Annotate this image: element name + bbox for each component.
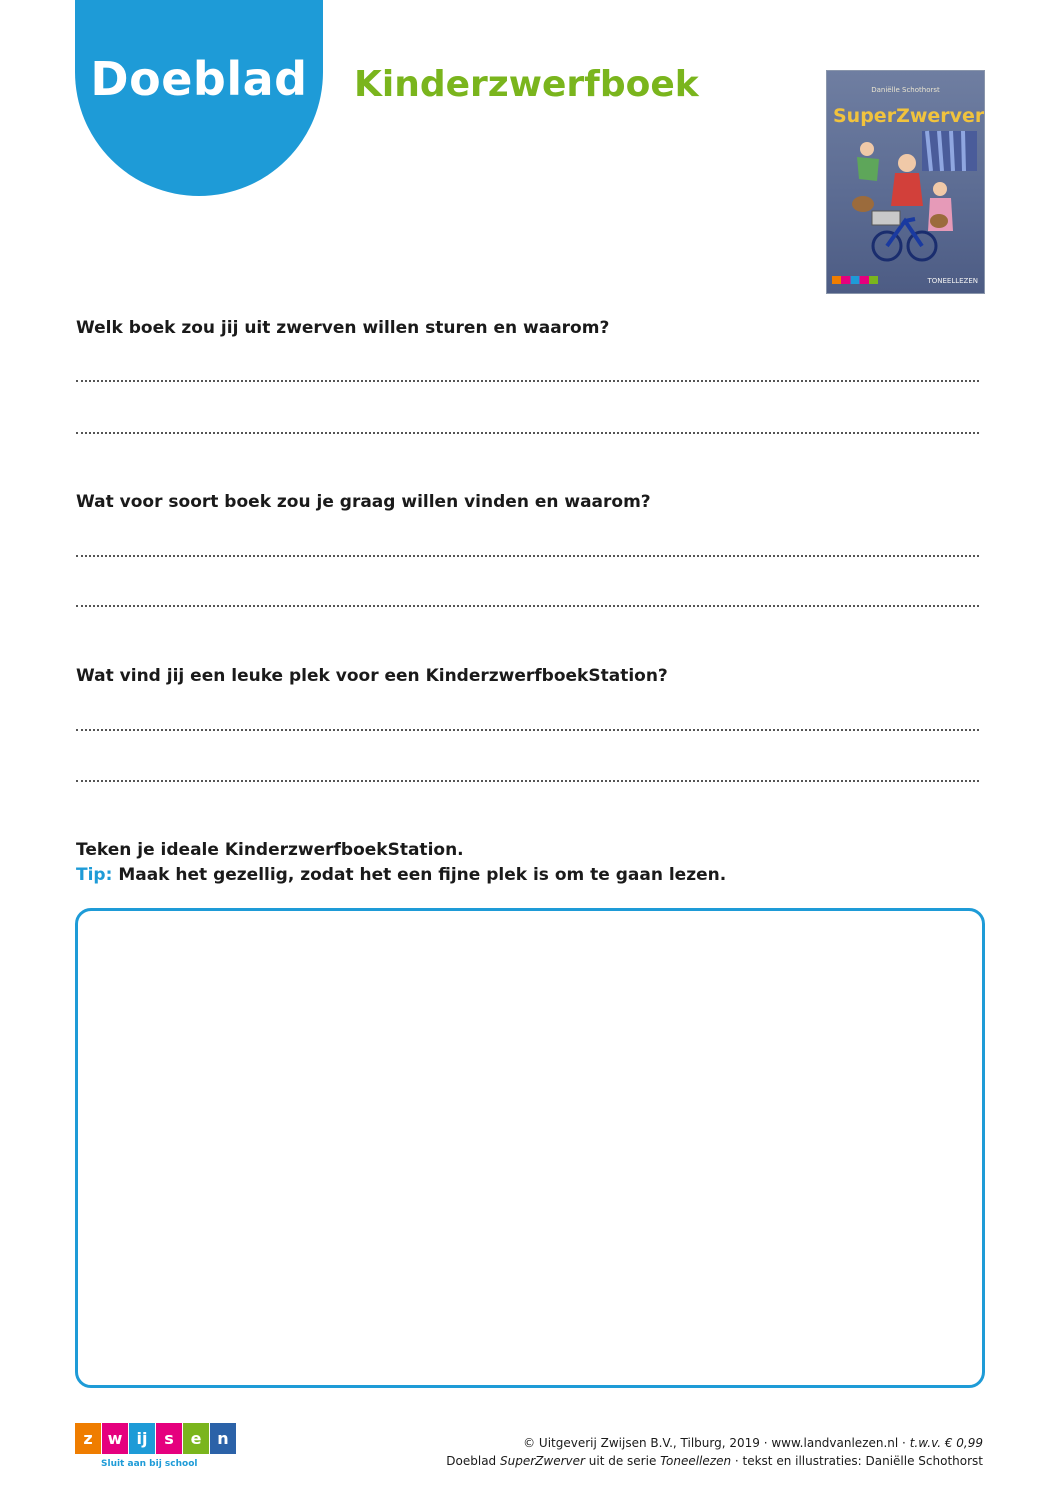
page-title: Kinderzwerfboek xyxy=(354,64,699,105)
footer-copyright xyxy=(523,1436,983,1450)
footer-series: Toneellezen xyxy=(660,1454,732,1468)
footer-mid: uit de serie xyxy=(588,1454,657,1468)
answer-line-1b[interactable] xyxy=(76,432,979,434)
cover-author: Daniëlle Schothorst xyxy=(871,86,940,94)
answer-line-2a[interactable] xyxy=(76,555,979,557)
footer-price: t.w.v. € 0,99 xyxy=(909,1436,983,1450)
tip-text: Maak het gezellig, zodat het een fijne plek is om te gaan lezen. xyxy=(118,865,727,885)
tip-label: Tip: xyxy=(76,865,113,885)
cover-publisher-logo xyxy=(832,276,878,284)
drawing-tip xyxy=(76,865,726,885)
footer-prefix: Doeblad xyxy=(446,1454,497,1468)
logo-tile-z: z xyxy=(75,1423,101,1454)
footer-suffix: · tekst en illustraties: Daniëlle Schothorst xyxy=(734,1454,983,1468)
logo-tile-n: n xyxy=(210,1423,236,1454)
answer-line-2b[interactable] xyxy=(76,605,979,607)
answer-line-1a[interactable] xyxy=(76,380,979,382)
answer-line-3b[interactable] xyxy=(76,780,979,782)
footer-credits xyxy=(446,1454,983,1468)
question-1: Welk boek zou jij uit zwerven willen sturen en waarom? xyxy=(76,318,610,338)
logo-tagline: Sluit aan bij school xyxy=(101,1459,198,1469)
logo-tile-s: s xyxy=(156,1423,182,1454)
cover-title: SuperZwerver xyxy=(833,105,985,127)
badge-label: Doeblad xyxy=(90,52,308,106)
logo-tile-w: w xyxy=(102,1423,128,1454)
zwijsen-logo xyxy=(75,1423,237,1457)
cover-series: TONEELLEZEN xyxy=(927,277,978,285)
answer-line-3a[interactable] xyxy=(76,729,979,731)
footer-line1: © Uitgeverij Zwijsen B.V., Tilburg, 2019 · www.landvanlezen.nl · xyxy=(523,1436,906,1450)
doeblad-badge xyxy=(75,0,323,196)
book-cover xyxy=(826,70,985,294)
drawing-instruction: Teken je ideale KinderzwerfboekStation. xyxy=(76,840,464,860)
logo-tile-ij: ij xyxy=(129,1423,155,1454)
question-3: Wat vind jij een leuke plek voor een KinderzwerfboekStation? xyxy=(76,666,668,686)
footer-book: SuperZwerver xyxy=(500,1454,585,1468)
question-2: Wat voor soort boek zou je graag willen vinden en waarom? xyxy=(76,492,651,512)
drawing-area[interactable] xyxy=(75,908,985,1388)
logo-tile-e: e xyxy=(183,1423,209,1454)
